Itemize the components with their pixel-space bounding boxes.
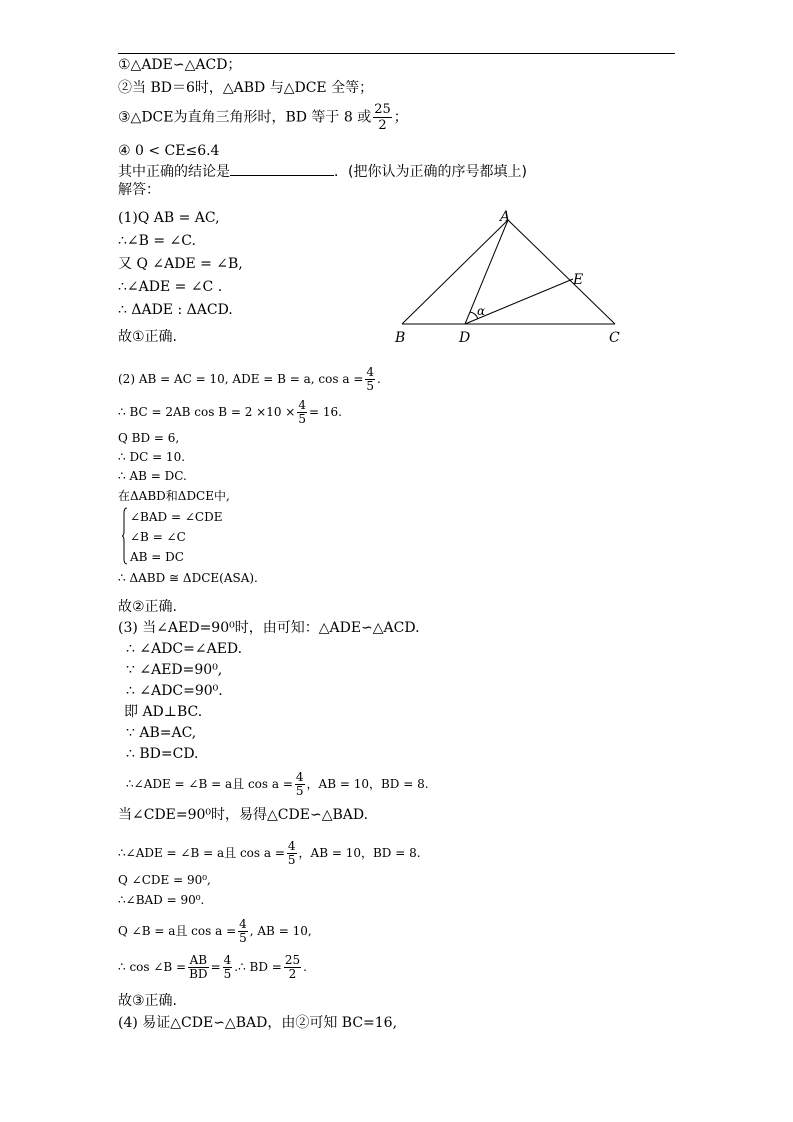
label-e: E [573,272,584,288]
p3-case2-line: Q ∠B = a且 cos a = $\frac{4}{5}$ , AB = 10, [118,917,312,945]
brace-line: AB = DC [130,550,184,564]
segment-ac [508,220,615,324]
p3-case2-line: ∴∠BAD = 90⁰. [118,893,205,907]
segment-ab [402,220,508,324]
p2-bc: ∴ BC = 2AB cos B = 2 ×10 × $\frac{4}{5}$ = 16. [118,398,342,426]
p2-line: Q BD = 6, [118,431,180,445]
brace-line: ∠B = ∠C [130,530,186,544]
p1-conclusion: 故①正确. [118,329,178,345]
p2-conclusion: 故②正确. [118,599,178,615]
p1-line: ∴ ΔADE : ΔACD. [118,302,233,318]
label-a: A [500,209,511,225]
p3-case2: 当∠CDE=90⁰时，易得△CDE∽△BAD. [118,807,369,823]
solution-heading: 解答： [118,182,160,198]
p1-line: 又 Q ∠ADE = ∠B, [118,256,243,272]
top-rule [118,53,675,54]
p2-given: (2) AB = AC = 10, ADE = B = a, cos a = $\frac{4}{5}$ . [118,365,381,393]
label-d: D [459,330,471,346]
p3-conclusion: 故③正确. [118,993,178,1009]
p3-case2-line: Q ∠CDE = 90⁰, [118,873,211,887]
triangle-figure [390,205,630,350]
p3-line: ∴ ∠ADC=∠AED. [126,641,243,657]
p4-line: (4) 易证△CDE∽△BAD，由②可知 BC=16, [118,1015,398,1031]
statement-2: ②当 BD＝6时，△ABD 与△DCE 全等； [118,80,374,96]
label-alpha: α [477,304,486,318]
p3-line: (3) 当∠AED=90⁰时，由可知：△ADE∽△ACD. [118,620,420,636]
answer-blank [230,161,334,176]
p3-line: ∴ BD=CD. [126,746,199,762]
p1-line: ∴∠ADE = ∠C . [118,279,223,295]
question-line: 其中正确的结论是 ．(把你认为正确的序号都填上) [118,161,527,181]
p2-line: ∴ AB = DC. [118,469,187,483]
label-b: B [395,330,406,346]
label-c: C [609,330,620,346]
p3-case2-line: ∴ cos ∠B = $\frac{AB}{BD}$ = $\frac{4}{5}$ .∴ BD = $\frac{25}{2}$ . [118,953,307,981]
p3-line: ∵ ∠AED=90⁰, [126,662,223,678]
statement-4: ④ 0 < CE≤6.4 [118,143,220,159]
p2-line: 在ΔABD和ΔDCE中, [118,489,230,503]
p1-line: ∴∠B = ∠C. [118,233,196,249]
p3-line: ∴ ∠ADC=90⁰. [126,683,223,699]
p2-line: ∴ DC = 10. [118,450,186,464]
statement-3: ③△DCE为直角三角形时，BD 等于 8 或 $\frac{25}{2}$ ； [118,102,408,133]
p3-line: 即 AD⊥BC. [124,704,203,720]
p1-line: (1)Q AB = AC, [118,210,220,226]
p2-congruent: ∴ ΔABD ≅ ΔDCE(ASA). [118,571,258,585]
p3-case2-line: ∴∠ADE = ∠B = a且 cos a = $\frac{4}{5}$ ，AB = 10，BD = 8. [118,839,421,867]
statement-1: ①△ADE∽△ACD； [118,57,242,73]
p3-case1-result: ∴∠ADE = ∠B = a且 cos a = $\frac{4}{5}$ ，AB = 10，BD = 8. [126,770,429,798]
brace [122,507,128,565]
p3-line: ∵ AB=AC, [126,725,197,741]
brace-line: ∠BAD = ∠CDE [130,510,223,524]
